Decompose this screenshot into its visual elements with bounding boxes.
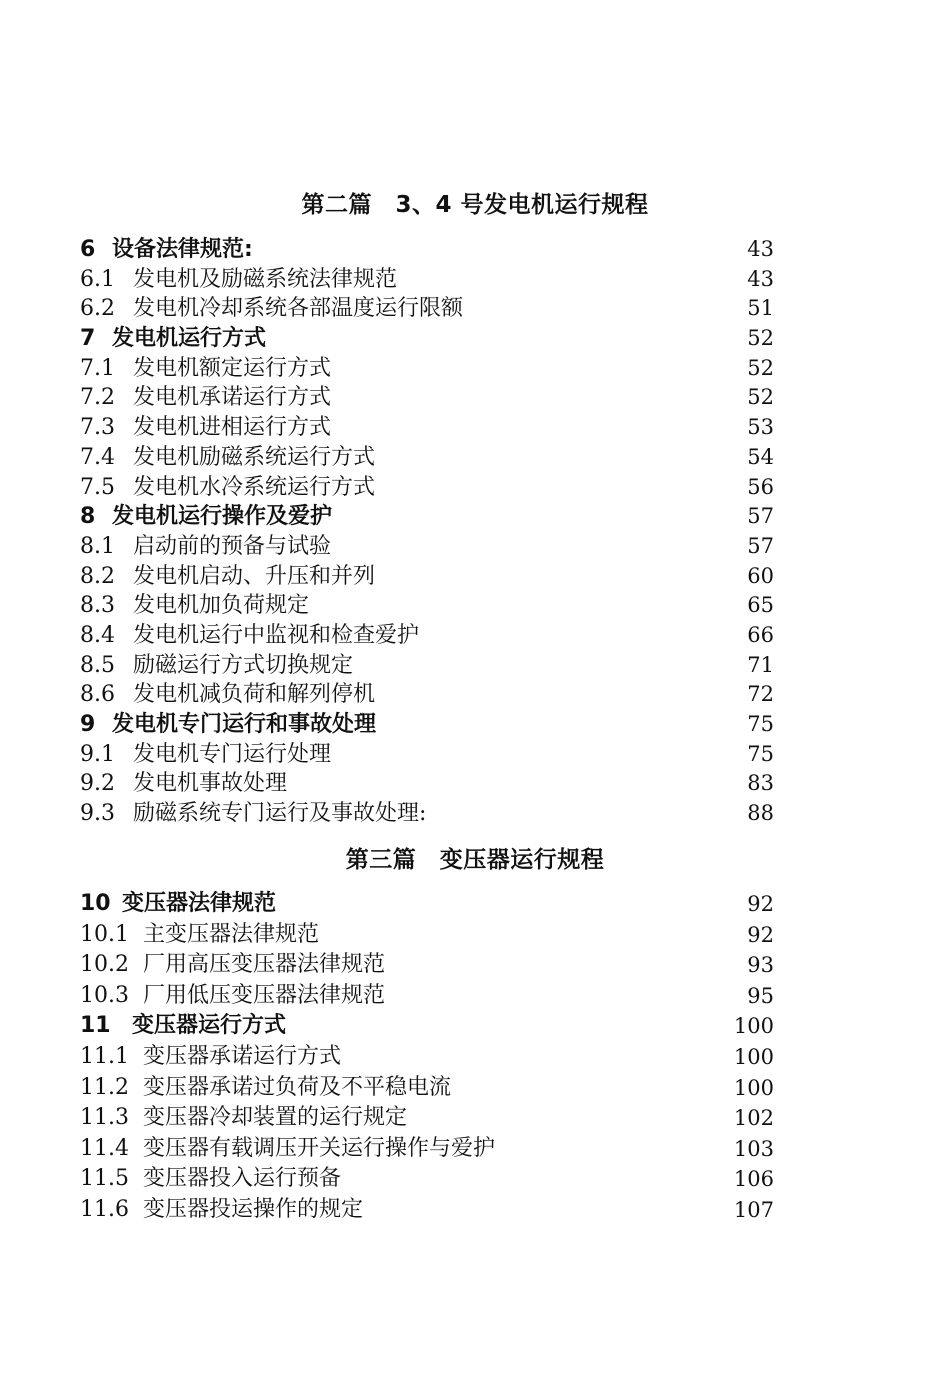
toc-section-entry[interactable] — [80, 562, 774, 592]
toc-entry-title: 发电机进相运行方式 — [133, 415, 332, 441]
toc-section-entry[interactable] — [80, 740, 774, 770]
toc-entry-number: 9.2 — [80, 771, 115, 797]
toc-entry-number: 7.1 — [80, 355, 115, 381]
toc-entry-number: 8 — [80, 504, 96, 530]
toc-entry-number: 9 — [80, 712, 96, 737]
toc-entry-title: 发电机及励磁系统法律规范 — [133, 266, 398, 292]
toc-entry-number: 11.6 — [80, 1196, 129, 1222]
toc-entry-page-number: 57 — [747, 533, 774, 558]
toc-chapter-entry[interactable] — [80, 889, 774, 920]
toc-entry-page-number: 57 — [747, 504, 774, 529]
toc-entry-number: 11.1 — [80, 1043, 129, 1069]
toc-entry-page-number: 95 — [747, 983, 774, 1008]
toc-entry-number: 8.6 — [80, 682, 115, 708]
toc-entry-number: 8.4 — [80, 622, 115, 648]
toc-section-entry[interactable] — [80, 950, 774, 981]
toc-section-entry[interactable] — [80, 680, 774, 710]
toc-entry-page-number: 66 — [747, 622, 774, 647]
toc-entry-number: 10.3 — [80, 982, 129, 1008]
toc-section-entry[interactable] — [80, 532, 774, 562]
toc-chapter-entry[interactable] — [80, 710, 774, 740]
toc-section-entry[interactable] — [80, 473, 774, 503]
toc-entry-title: 变压器投入运行预备 — [143, 1166, 342, 1192]
toc-entry-page-number: 103 — [733, 1136, 774, 1161]
toc-entry-title: 发电机事故处理 — [133, 771, 288, 797]
toc-entry-number: 7.5 — [80, 474, 115, 500]
toc-entry-page-number: 93 — [747, 953, 774, 978]
toc-entry-title: 设备法律规范: — [112, 237, 253, 262]
toc-entry-page-number: 88 — [747, 801, 774, 826]
toc-entry-title: 励磁系统专门运行及事故处理: — [133, 801, 427, 827]
toc-entry-number: 10 — [80, 891, 111, 916]
part2-title: 第二篇 3、4 号发电机运行规程 — [301, 192, 649, 218]
toc-entry-number: 10.1 — [80, 921, 129, 947]
toc-entry-page-number: 51 — [747, 296, 774, 321]
toc-entry-page-number: 75 — [747, 741, 774, 766]
toc-entry-page-number: 92 — [747, 892, 774, 916]
toc-section-entry[interactable] — [80, 1164, 774, 1195]
toc-entry-page-number: 60 — [747, 563, 774, 588]
toc-chapter-entry[interactable] — [80, 235, 774, 265]
toc-entry-page-number: 71 — [747, 652, 774, 677]
toc-entry-page-number: 43 — [747, 237, 774, 261]
toc-entry-page-number: 52 — [747, 355, 774, 380]
toc-entry-page-number: 54 — [747, 444, 774, 469]
toc-entry-title: 发电机启动、升压和并列 — [133, 563, 376, 589]
toc-entry-page-number: 100 — [733, 1014, 774, 1039]
toc-section-entry[interactable] — [80, 920, 774, 951]
toc-chapter-entry[interactable] — [80, 1011, 774, 1042]
toc-entry-number: 6.1 — [80, 266, 115, 292]
toc-entry-title: 主变压器法律规范 — [143, 921, 320, 947]
toc-entry-page-number: 52 — [747, 326, 774, 351]
toc-entry-page-number: 92 — [747, 922, 774, 947]
toc-entry-page-number: 65 — [747, 593, 774, 618]
toc-chapter-entry[interactable] — [80, 502, 774, 532]
toc-entry-number: 8.2 — [80, 563, 115, 589]
toc-entry-number: 10.2 — [80, 952, 129, 978]
toc-entry-title: 发电机运行中监视和检查爱护 — [133, 622, 420, 648]
toc-section-entry[interactable] — [80, 1134, 774, 1165]
toc-entry-number: 11.5 — [80, 1166, 129, 1192]
toc-entry-title: 发电机水冷系统运行方式 — [133, 474, 376, 500]
toc-section-entry[interactable] — [80, 383, 774, 413]
toc-entry-page-number: 100 — [733, 1075, 774, 1100]
toc-entry-title: 变压器承诺运行方式 — [143, 1043, 342, 1069]
toc-entry-page-number: 75 — [747, 712, 774, 736]
toc-section-entry[interactable] — [80, 294, 774, 324]
toc-entry-page-number: 52 — [747, 385, 774, 410]
toc-section-entry[interactable] — [80, 443, 774, 473]
toc-entry-number: 7.3 — [80, 415, 115, 441]
toc-section-entry[interactable] — [80, 1103, 774, 1134]
toc-entry-title: 变压器运行方式 — [132, 1013, 287, 1039]
toc-section-entry[interactable] — [80, 769, 774, 799]
toc-entry-title: 发电机冷却系统各部温度运行限额 — [133, 296, 464, 322]
toc-entry-number: 6 — [80, 237, 96, 262]
toc-entry-title: 变压器法律规范 — [122, 891, 277, 916]
toc-section-entry[interactable] — [80, 651, 774, 681]
toc-section-entry[interactable] — [80, 1195, 774, 1226]
toc-entry-page-number: 107 — [733, 1197, 774, 1222]
toc-entry-title: 励磁运行方式切换规定 — [133, 652, 354, 678]
toc-entry-title: 发电机专门运行处理 — [133, 741, 332, 767]
toc-section-entry[interactable] — [80, 1073, 774, 1104]
toc-entry-number: 8.3 — [80, 593, 115, 619]
toc-entry-page-number: 56 — [747, 474, 774, 499]
toc-entry-title: 变压器有载调压开关运行操作与爱护 — [143, 1135, 496, 1161]
toc-entry-title: 发电机减负荷和解列停机 — [133, 682, 376, 708]
toc-entry-title: 发电机承诺运行方式 — [133, 385, 332, 411]
toc-section-entry[interactable] — [80, 981, 774, 1012]
toc-entry-number: 11.2 — [80, 1074, 129, 1100]
toc-entry-number: 11.4 — [80, 1135, 129, 1161]
part2-toc-list — [80, 235, 774, 829]
toc-entry-title: 发电机加负荷规定 — [133, 593, 310, 619]
toc-entry-page-number: 83 — [747, 771, 774, 796]
toc-entry-title: 发电机额定运行方式 — [133, 355, 332, 381]
toc-entry-title: 发电机运行方式 — [112, 326, 267, 352]
toc-section-entry[interactable] — [80, 265, 774, 295]
toc-entry-number: 11.3 — [80, 1105, 129, 1131]
toc-entry-number: 11 — [80, 1013, 111, 1039]
toc-section-entry[interactable] — [80, 621, 774, 651]
toc-entry-page-number: 43 — [747, 266, 774, 291]
toc-entry-number: 8.5 — [80, 652, 115, 678]
toc-entry-page-number: 72 — [747, 682, 774, 707]
toc-entry-title: 变压器承诺过负荷及不平稳电流 — [143, 1074, 452, 1100]
toc-section-entry[interactable] — [80, 413, 774, 443]
toc-entry-title: 发电机专门运行和事故处理 — [112, 712, 377, 737]
toc-section-entry[interactable] — [80, 354, 774, 384]
toc-chapter-entry[interactable] — [80, 324, 774, 354]
toc-entry-page-number: 106 — [733, 1167, 774, 1192]
toc-entry-title: 发电机运行操作及爱护 — [112, 504, 333, 530]
toc-entry-number: 6.2 — [80, 296, 115, 322]
toc-entry-title: 变压器投运操作的规定 — [143, 1196, 364, 1222]
toc-entry-title: 厂用高压变压器法律规范 — [143, 952, 386, 978]
toc-entry-number: 8.1 — [80, 533, 115, 559]
toc-entry-page-number: 53 — [747, 415, 774, 440]
toc-section-entry[interactable] — [80, 799, 774, 829]
part3-toc-list — [80, 889, 774, 1226]
toc-entry-title: 厂用低压变压器法律规范 — [143, 982, 386, 1008]
toc-entry-number: 9.1 — [80, 741, 115, 767]
toc-entry-page-number: 100 — [733, 1044, 774, 1069]
toc-entry-title: 发电机励磁系统运行方式 — [133, 444, 376, 470]
toc-section-entry[interactable] — [80, 1042, 774, 1073]
toc-entry-number: 9.3 — [80, 801, 115, 827]
toc-entry-page-number: 102 — [733, 1106, 774, 1131]
toc-entry-title: 启动前的预备与试验 — [133, 533, 332, 559]
part3-title: 第三篇 变压器运行规程 — [345, 847, 605, 873]
toc-section-entry[interactable] — [80, 591, 774, 621]
toc-entry-number: 7.2 — [80, 385, 115, 411]
toc-entry-number: 7.4 — [80, 444, 115, 470]
toc-entry-number: 7 — [80, 326, 96, 352]
toc-entry-title: 变压器冷却装置的运行规定 — [143, 1105, 408, 1131]
